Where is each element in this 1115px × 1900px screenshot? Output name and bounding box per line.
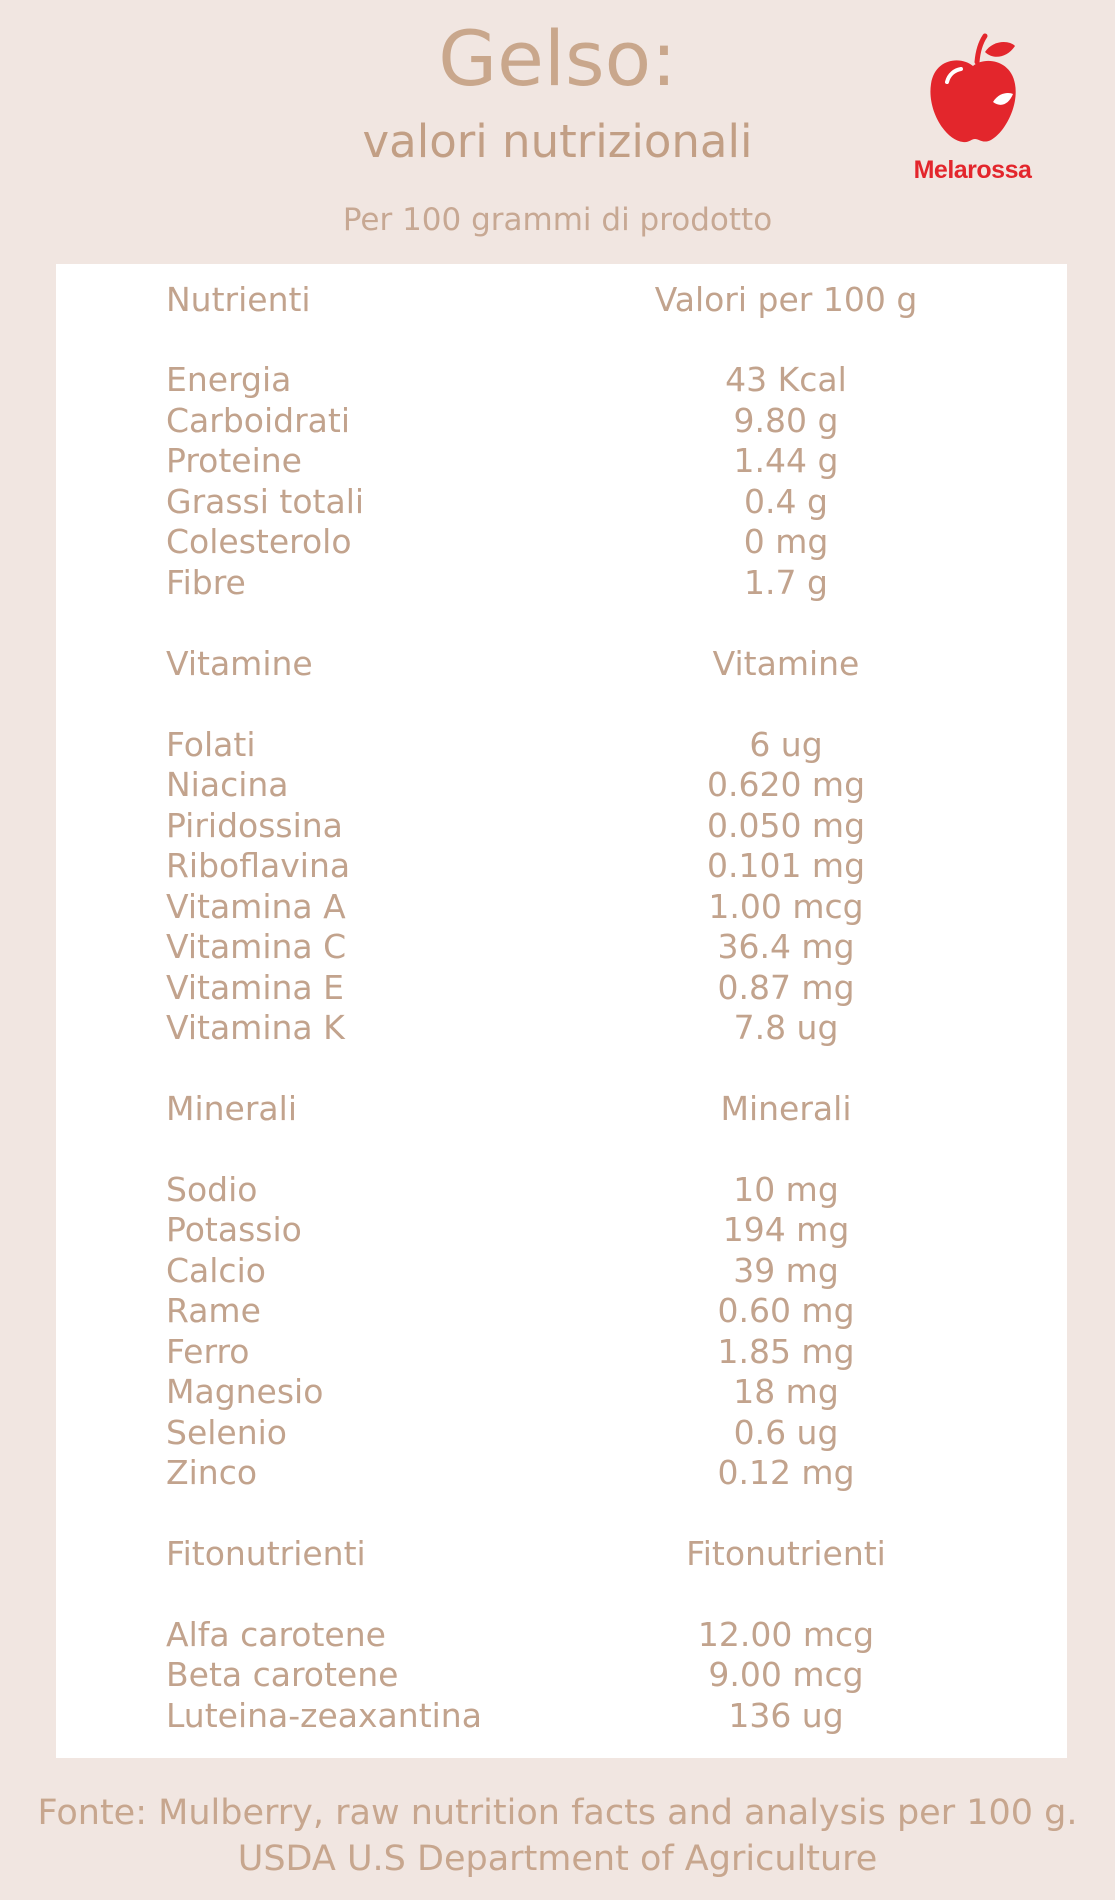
section-title-value: Minerali: [720, 1089, 852, 1128]
vitamin-value: 0.050 mg: [706, 806, 866, 845]
section-title-value: Vitamine: [712, 644, 860, 683]
phytonutrient-name: Luteina-zeaxantina: [166, 1696, 482, 1735]
table-row: [56, 927, 1067, 967]
mineral-name: Ferro: [166, 1332, 250, 1371]
table-row: [56, 765, 1067, 805]
vitamin-value: 36.4 mg: [717, 927, 855, 966]
mineral-value: 18 mg: [733, 1372, 839, 1411]
phytonutrient-value: 136 ug: [728, 1696, 844, 1735]
vitamin-name: Folati: [166, 725, 256, 764]
logo-text: Melarossa: [913, 156, 1032, 184]
nutrient-value: 0 mg: [743, 522, 829, 561]
table-row: [56, 1008, 1067, 1048]
section-header-vitamins: [56, 644, 1067, 684]
table-row: [56, 1210, 1067, 1250]
mineral-name: Zinco: [166, 1453, 258, 1492]
mineral-name: Calcio: [166, 1251, 266, 1290]
section-header-minerals: [56, 1089, 1067, 1129]
section-title: Fitonutrienti: [166, 1534, 366, 1573]
table-row: [56, 1413, 1067, 1453]
mineral-name: Sodio: [166, 1170, 258, 1209]
nutrition-table: [56, 264, 1067, 1758]
apple-icon: [923, 32, 1023, 150]
column-header-value: Valori per 100 g: [654, 280, 918, 319]
vitamin-name: Riboflavina: [166, 846, 351, 885]
table-row: [56, 1615, 1067, 1655]
vitamin-value: 0.620 mg: [706, 765, 866, 804]
nutrient-value: 0.4 g: [744, 482, 828, 521]
table-row: [56, 968, 1067, 1008]
mineral-name: Potassio: [166, 1210, 302, 1249]
nutrient-value: 1.44 g: [733, 441, 839, 480]
section-title-value: Fitonutrienti: [686, 1534, 886, 1573]
vitamin-value: 6 ug: [749, 725, 823, 764]
table-header-row: [56, 280, 1067, 320]
nutrient-name: Fibre: [166, 563, 246, 602]
vitamin-value: 1.00 mcg: [708, 887, 864, 926]
mineral-name: Rame: [166, 1291, 261, 1330]
table-row: [56, 1332, 1067, 1372]
table-row: [56, 360, 1067, 400]
source-footer: [0, 1790, 1115, 1882]
source-line-2: USDA U.S Department of Agriculture: [237, 1839, 878, 1879]
mineral-value: 10 mg: [733, 1170, 839, 1209]
nutrient-name: Grassi totali: [166, 482, 365, 521]
mineral-value: 1.85 mg: [717, 1332, 855, 1371]
table-row: [56, 1372, 1067, 1412]
phytonutrient-value: 9.00 mcg: [708, 1655, 864, 1694]
table-row: [56, 1696, 1067, 1736]
nutrient-name: Energia: [166, 360, 292, 399]
section-title: Vitamine: [166, 644, 313, 683]
mineral-value: 0.60 mg: [717, 1291, 855, 1330]
source-line-1: Fonte: Mulberry, raw nutrition facts and analysis per 100 g.: [37, 1793, 1078, 1833]
vitamin-name: Vitamina C: [166, 927, 347, 966]
nutrient-value: 1.7 g: [744, 563, 828, 602]
table-row: [56, 1655, 1067, 1695]
page-title: Gelso:: [438, 14, 677, 103]
table-row: [56, 846, 1067, 886]
table-row: [56, 1170, 1067, 1210]
mineral-value: 0.6 ug: [733, 1413, 839, 1452]
section-header-phytonutrients: [56, 1534, 1067, 1574]
table-row: [56, 1251, 1067, 1291]
table-row: [56, 522, 1067, 562]
nutrient-name: Proteine: [166, 441, 302, 480]
table-row: [56, 887, 1067, 927]
serving-note: Per 100 grammi di prodotto: [342, 202, 773, 238]
mineral-value: 0.12 mg: [717, 1453, 855, 1492]
vitamin-value: 7.8 ug: [733, 1008, 839, 1047]
phytonutrient-name: Beta carotene: [166, 1655, 399, 1694]
table-row: [56, 401, 1067, 441]
column-header-nutrient: Nutrienti: [166, 280, 311, 319]
page-subtitle: valori nutrizionali: [362, 115, 753, 168]
nutrient-value: 43 Kcal: [725, 360, 847, 399]
table-row: [56, 806, 1067, 846]
phytonutrient-value: 12.00 mcg: [697, 1615, 875, 1654]
vitamin-name: Vitamina E: [166, 968, 344, 1007]
nutrient-name: Carboidrati: [166, 401, 350, 440]
vitamin-value: 0.87 mg: [717, 968, 855, 1007]
section-title: Minerali: [166, 1089, 297, 1128]
mineral-value: 39 mg: [733, 1251, 839, 1290]
table-row: [56, 441, 1067, 481]
vitamin-name: Piridossina: [166, 806, 343, 845]
vitamin-value: 0.101 mg: [706, 846, 866, 885]
table-row: [56, 1291, 1067, 1331]
melarossa-logo[interactable]: [895, 32, 1055, 192]
table-row: [56, 1453, 1067, 1493]
mineral-name: Magnesio: [166, 1372, 324, 1411]
mineral-name: Selenio: [166, 1413, 287, 1452]
table-row: [56, 725, 1067, 765]
vitamin-name: Vitamina K: [166, 1008, 345, 1047]
mineral-value: 194 mg: [722, 1210, 850, 1249]
table-row: [56, 482, 1067, 522]
phytonutrient-name: Alfa carotene: [166, 1615, 386, 1654]
vitamin-name: Vitamina A: [166, 887, 346, 926]
table-row: [56, 563, 1067, 603]
nutrient-value: 9.80 g: [733, 401, 839, 440]
vitamin-name: Niacina: [166, 765, 289, 804]
nutrient-name: Colesterolo: [166, 522, 352, 561]
